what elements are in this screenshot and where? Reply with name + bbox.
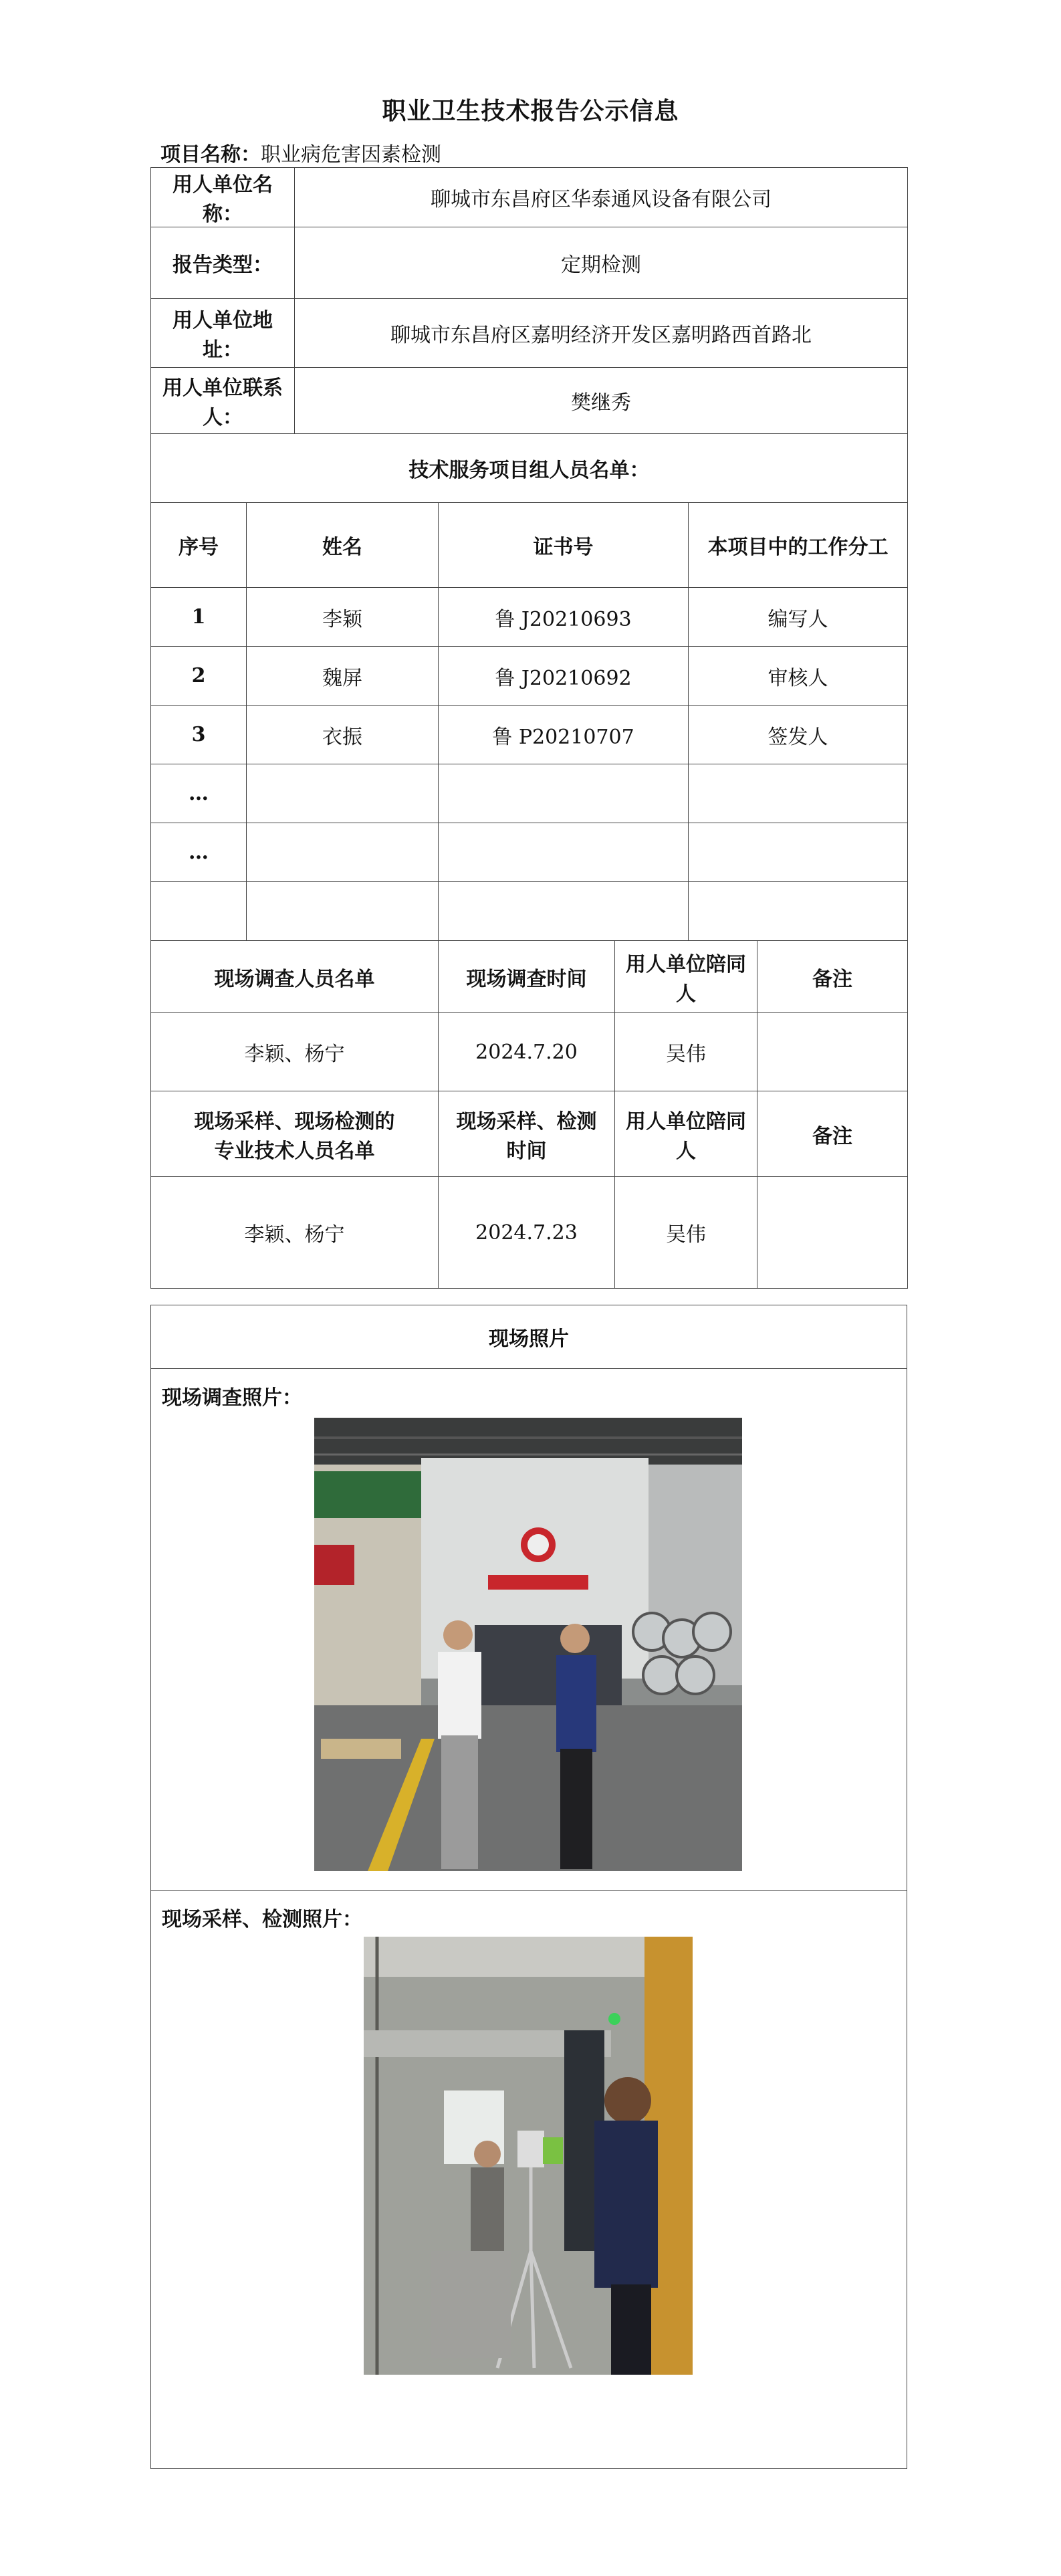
sampling-time: 2024.7.23	[439, 1177, 615, 1289]
team-row-name: 李颖	[247, 588, 439, 647]
team-row-role: 审核人	[689, 647, 908, 706]
sampling-header-note: 备注	[757, 1091, 908, 1177]
page-title: 职业卫生技术报告公示信息	[382, 97, 679, 125]
survey-note	[757, 1013, 908, 1091]
report-info-table	[150, 167, 908, 1289]
team-row-name: 魏屏	[247, 647, 439, 706]
report-type-value: 定期检测	[295, 227, 908, 299]
team-header-no: 序号	[151, 503, 247, 588]
project-line	[160, 138, 441, 167]
employer-name-label: 用人单位名称：	[151, 168, 295, 227]
team-row-role	[689, 882, 908, 941]
sampling-photo-image	[364, 1937, 693, 2375]
employer-contact-row	[151, 368, 908, 434]
team-row	[151, 764, 908, 823]
team-row-role: 签发人	[689, 706, 908, 764]
project-value: 职业病危害因素检测	[261, 143, 441, 167]
survey-photo	[314, 1418, 742, 1871]
team-row-name: 衣振	[247, 706, 439, 764]
team-row-no: …	[151, 764, 247, 823]
employer-contact-value: 樊继秀	[295, 368, 908, 434]
team-row-role	[689, 823, 908, 882]
team-row-name	[247, 882, 439, 941]
survey-row	[151, 1013, 908, 1091]
sampling-header-time	[439, 1091, 615, 1177]
sampling-header-row	[151, 1091, 908, 1177]
team-row-cert: 鲁 P20210707	[439, 706, 689, 764]
photos-heading-row	[151, 1305, 907, 1369]
employer-address-value: 聊城市东昌府区嘉明经济开发区嘉明路西首路北	[295, 299, 908, 368]
team-row-no: …	[151, 823, 247, 882]
survey-header-time: 现场调查时间	[439, 941, 615, 1013]
team-heading: 技术服务项目组人员名单：	[151, 434, 908, 503]
team-header-role: 本项目中的工作分工	[689, 503, 908, 588]
survey-escort: 吴伟	[615, 1013, 757, 1091]
team-header-cert: 证书号	[439, 503, 689, 588]
sampling-escort: 吴伟	[615, 1177, 757, 1289]
employer-address-label: 用人单位地址：	[151, 299, 295, 368]
survey-header-note: 备注	[757, 941, 908, 1013]
team-header-row	[151, 503, 908, 588]
employer-name-value: 聊城市东昌府区华泰通风设备有限公司	[295, 168, 908, 227]
sampling-header-escort: 用人单位陪同人	[615, 1091, 757, 1177]
team-row-name	[247, 764, 439, 823]
sampling-header-time-line1: 现场采样、检测	[456, 1109, 597, 1134]
team-row-cert: 鲁 J20210692	[439, 647, 689, 706]
team-row-name	[247, 823, 439, 882]
survey-header-staff: 现场调查人员名单	[151, 941, 439, 1013]
employer-contact-label: 用人单位联系人：	[151, 368, 295, 434]
project-label: 项目名称：	[160, 143, 261, 167]
survey-photo-image	[314, 1418, 742, 1871]
survey-staff: 李颖、杨宁	[151, 1013, 439, 1091]
survey-photo-label: 现场调查照片：	[151, 1369, 907, 1891]
sampling-header-staff-line1: 现场采样、现场检测的	[194, 1109, 395, 1134]
team-row-cert	[439, 823, 689, 882]
sampling-photo	[364, 1937, 693, 2375]
survey-header-escort: 用人单位陪同人	[615, 941, 757, 1013]
team-row-cert: 鲁 J20210693	[439, 588, 689, 647]
team-row-role	[689, 764, 908, 823]
sampling-staff: 李颖、杨宁	[151, 1177, 439, 1289]
team-row	[151, 823, 908, 882]
team-row-no: 3	[151, 706, 247, 764]
team-row	[151, 647, 908, 706]
team-header-name: 姓名	[247, 503, 439, 588]
sampling-header-staff-line2: 专业技术人员名单	[214, 1139, 375, 1163]
sampling-note	[757, 1177, 908, 1289]
report-type-row	[151, 227, 908, 299]
team-row	[151, 588, 908, 647]
team-row-cert	[439, 764, 689, 823]
team-row-role: 编写人	[689, 588, 908, 647]
team-row-no	[151, 882, 247, 941]
team-row	[151, 706, 908, 764]
sampling-row	[151, 1177, 908, 1289]
team-row	[151, 882, 908, 941]
sampling-header-time-line2: 时间	[506, 1139, 547, 1163]
survey-header-row	[151, 941, 908, 1013]
survey-time: 2024.7.20	[439, 1013, 615, 1091]
team-row-no: 1	[151, 588, 247, 647]
employer-address-row	[151, 299, 908, 368]
team-row-no: 2	[151, 647, 247, 706]
team-row-cert	[439, 882, 689, 941]
report-type-label: 报告类型：	[151, 227, 295, 299]
photos-heading: 现场照片	[151, 1305, 907, 1369]
sampling-header-staff	[151, 1091, 439, 1177]
sampling-photo-label: 现场采样、检测照片：	[151, 1891, 907, 2469]
team-heading-row	[151, 434, 908, 503]
employer-name-row	[151, 168, 908, 227]
